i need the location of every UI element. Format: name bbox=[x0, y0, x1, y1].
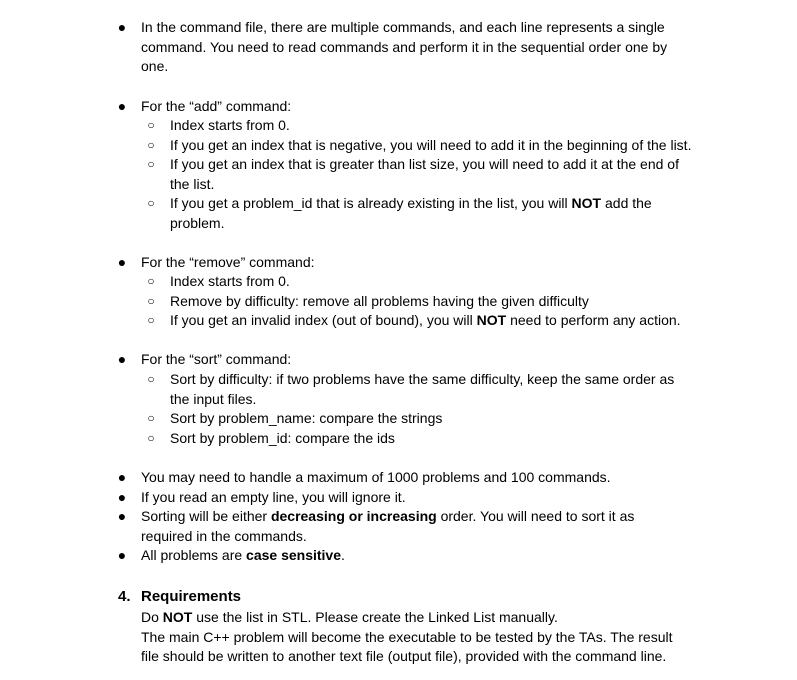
remove-command-bullet bbox=[117, 253, 315, 273]
remove-sub-text: Remove by difficulty: remove all problems having the given difficulty bbox=[170, 293, 589, 309]
add-sub-item-3 bbox=[147, 194, 652, 233]
add-command-bullet bbox=[117, 97, 292, 117]
sub-bullet-icon: ○ bbox=[147, 313, 155, 327]
sort-sub-text: Sort by problem_name: compare the strings bbox=[170, 410, 443, 426]
sub-bullet-icon: ○ bbox=[147, 118, 155, 132]
intro-line-1: In the command file, there are multiple commands, and each line represents a single bbox=[141, 19, 665, 35]
add-sub-text: Index starts from 0. bbox=[170, 117, 290, 133]
misc-text bbox=[141, 507, 634, 527]
emphasis-text: NOT bbox=[162, 609, 193, 625]
emphasis-text: NOT bbox=[571, 195, 602, 211]
add-sub-text: problem. bbox=[170, 214, 225, 231]
misc-bullet-1 bbox=[117, 488, 406, 508]
emphasis-text: decreasing or increasing bbox=[270, 508, 437, 524]
sub-bullet-icon: ○ bbox=[147, 294, 155, 308]
sub-bullet-icon: ○ bbox=[147, 411, 155, 425]
misc-bullet-0 bbox=[117, 468, 611, 488]
add-sub-item-1 bbox=[147, 136, 692, 156]
section-number: 4. bbox=[118, 588, 131, 605]
intro-line-2: command. You need to read commands and perform it in the sequential order one by bbox=[141, 38, 668, 55]
bullet-icon: ● bbox=[117, 254, 127, 270]
bullet-icon: ● bbox=[117, 469, 127, 485]
sub-bullet-icon: ○ bbox=[147, 372, 155, 386]
misc-text: If you read an empty line, you will ignore it. bbox=[141, 489, 406, 505]
sort-sub-text: Sort by difficulty: if two problems have the same difficulty, keep the same order as bbox=[170, 371, 675, 387]
text-run: order. You will need to sort it as bbox=[436, 508, 635, 524]
add-sub-item-2 bbox=[147, 155, 679, 194]
bullet-icon: ● bbox=[117, 98, 127, 114]
text-run: Sorting will be either bbox=[141, 508, 271, 524]
remove-sub-text: Index starts from 0. bbox=[170, 273, 290, 289]
sort-sub-item-2 bbox=[147, 429, 395, 449]
text-run: All problems are bbox=[141, 547, 247, 563]
misc-bullet-3 bbox=[117, 546, 345, 566]
remove-sub-item-1 bbox=[147, 292, 589, 312]
text-run: Do bbox=[141, 609, 163, 625]
sort-sub-item-1 bbox=[147, 409, 443, 429]
sub-bullet-icon: ○ bbox=[147, 431, 155, 445]
misc-text bbox=[141, 546, 345, 566]
misc-bullet-2 bbox=[117, 507, 635, 546]
add-sub-text: If you get an index that is negative, you will need to add it in the beginning of the list. bbox=[170, 137, 692, 153]
intro-bullet bbox=[117, 18, 668, 77]
requirements-line-1 bbox=[141, 608, 558, 628]
requirements-heading bbox=[118, 587, 241, 606]
emphasis-text: NOT bbox=[476, 312, 507, 328]
emphasis-text: case sensitive bbox=[246, 547, 342, 563]
bullet-icon: ● bbox=[117, 489, 127, 505]
text-run: . bbox=[341, 547, 345, 563]
remove-sub-item-2 bbox=[147, 311, 681, 331]
bullet-icon: ● bbox=[117, 351, 127, 367]
text-run: add the bbox=[601, 195, 652, 211]
intro-line-3: one. bbox=[141, 58, 169, 74]
remove-command-heading: For the “remove” command: bbox=[141, 254, 315, 270]
text-run: use the list in STL. Please create the Linked List manually. bbox=[192, 609, 558, 625]
sub-bullet-icon: ○ bbox=[147, 274, 155, 288]
misc-text: required in the commands. bbox=[141, 527, 307, 544]
requirements-line-3: file should be written to another text file (output file), provided with the command line. bbox=[141, 648, 667, 664]
bullet-icon: ● bbox=[117, 19, 127, 35]
sub-bullet-icon: ○ bbox=[147, 157, 155, 171]
misc-text: You may need to handle a maximum of 1000 problems and 100 commands. bbox=[141, 469, 611, 485]
text-run: need to perform any action. bbox=[506, 312, 681, 328]
sub-bullet-icon: ○ bbox=[147, 138, 155, 152]
bullet-icon: ● bbox=[117, 508, 127, 524]
sort-sub-item-0 bbox=[147, 370, 675, 409]
add-sub-text: the list. bbox=[170, 175, 215, 192]
add-sub-item-0 bbox=[147, 116, 290, 136]
add-command-heading: For the “add” command: bbox=[141, 98, 292, 114]
bullet-icon: ● bbox=[117, 547, 127, 563]
add-sub-text: If you get an index that is greater than list size, you will need to add it at the end of bbox=[170, 156, 679, 172]
sort-command-heading: For the “sort” command: bbox=[141, 351, 292, 367]
section-title: Requirements bbox=[141, 588, 242, 605]
text-run: If you get a problem_id that is already existing in the list, you will bbox=[170, 195, 572, 211]
sort-sub-text: Sort by problem_id: compare the ids bbox=[170, 430, 395, 446]
remove-sub-text bbox=[170, 311, 681, 331]
remove-sub-item-0 bbox=[147, 272, 290, 292]
sort-sub-text: the input files. bbox=[170, 390, 257, 407]
text-run: If you get an invalid index (out of bound), you will bbox=[170, 312, 477, 328]
add-sub-text bbox=[170, 194, 652, 214]
sort-command-bullet bbox=[117, 350, 292, 370]
requirements-line-2: The main C++ problem will become the executable to be tested by the TAs. The result bbox=[141, 629, 673, 645]
sub-bullet-icon: ○ bbox=[147, 196, 155, 210]
